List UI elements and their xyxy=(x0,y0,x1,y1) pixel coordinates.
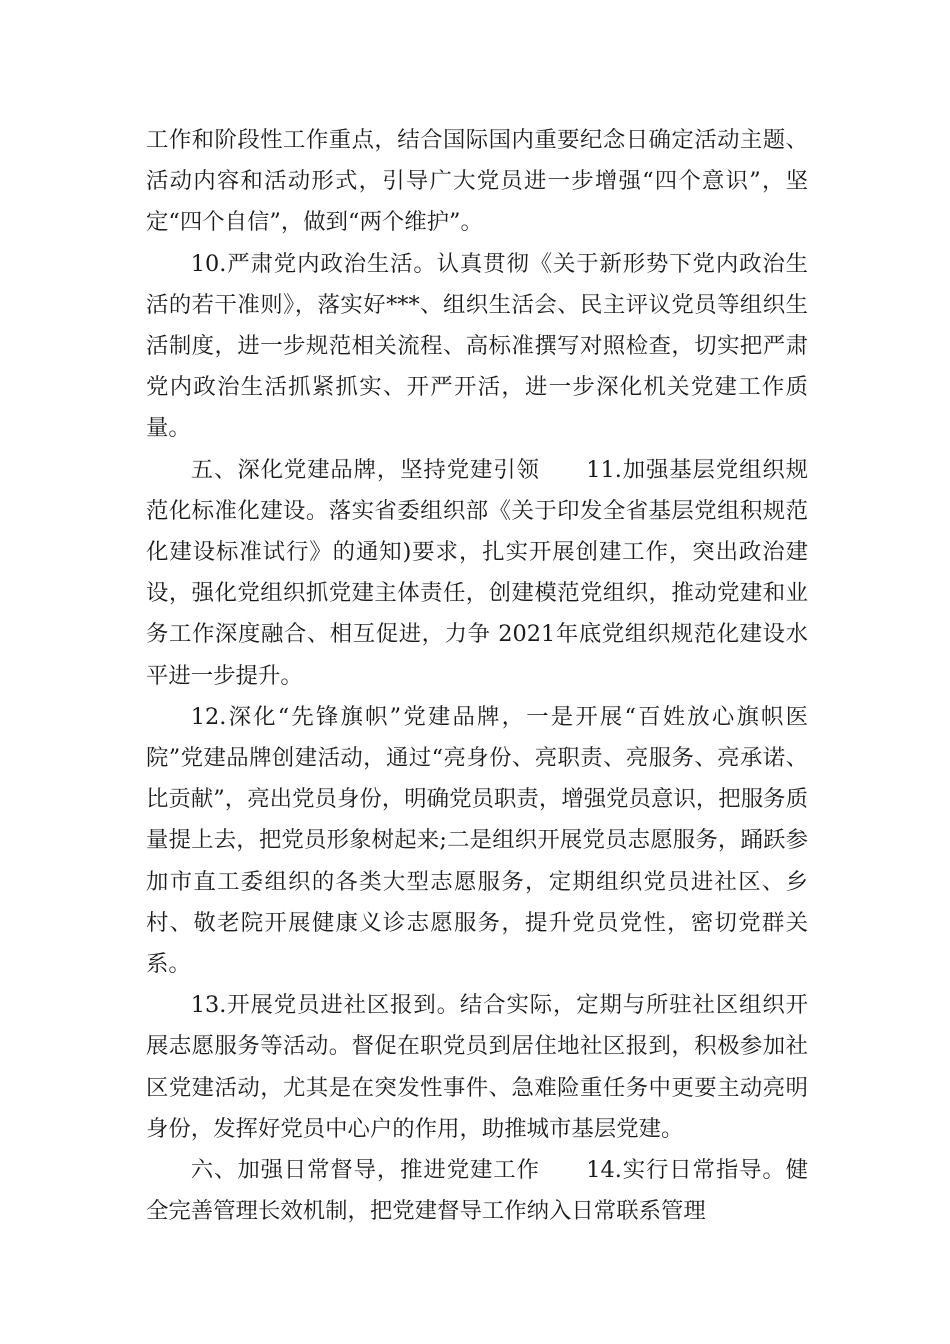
document-body xyxy=(146,120,808,1232)
paragraph-item-12: 12.深化“先锋旗帜”党建品牌，一是开展“百姓放心旗帜医院”党建品牌创建活动，通过“亮身份、亮职责、亮服务、亮承诺、比贡献”，亮出党员身份，明确党员职责，增强党员意识，把服务质量提上去，把党员形象树起来;二是组织开展党员志愿服务，踊跃参加市直工委组织的各类大型志愿服务，定期组织党员进社区、乡村、敬老院开展健康义诊志愿服务，提升党员党性，密切党群关系。 xyxy=(146,703,808,978)
paragraph-item-10: 10.严肃党内政治生活。认真贯彻《关于新形势下党内政治生活的若干准则》，落实好***、组织生活会、民主评议党员等组织生活制度，进一步规范相关流程、高标准撰写对照检查，切实把严肃党内政治生活抓紧抓实、开严开活，进一步深化机关党建工作质量。 xyxy=(146,250,808,442)
paragraph-continuation: 工作和阶段性工作重点，结合国际国内重要纪念日确定活动主题、活动内容和活动形式，引导广大党员进一步增强“四个意识”，坚定“四个自信”，做到“两个维护”。 xyxy=(146,127,808,236)
paragraph-section-6-item-14: 六、加强日常督导，推进党建工作 14.实行日常指导。健全完善管理长效机制，把党建督导工作纳入日常联系管理 xyxy=(146,1157,808,1225)
paragraph-section-5-item-11: 五、深化党建品牌，坚持党建引领 11.加强基层党组织规范化标准化建设。落实省委组织部《关于印发全省基层党组积规范化建设标准试行》的通知)要求，扎实开展创建工作，突出政治建设，强化党组织抓党建主体责任，创建模范党组织，推动党建和业务工作深度融合、相互促进，力争 2021年底党组织规范化建设水平进一步提升。 xyxy=(146,456,808,689)
paragraph-item-13: 13.开展党员进社区报到。结合实际，定期与所驻社区组织开展志愿服务等活动。督促在职党员到居住地社区报到，积极参加社区党建活动，尤其是在突发性事件、急难险重任务中更要主动亮明身份，发挥好党员中心户的作用，助推城市基层党建。 xyxy=(146,992,808,1142)
